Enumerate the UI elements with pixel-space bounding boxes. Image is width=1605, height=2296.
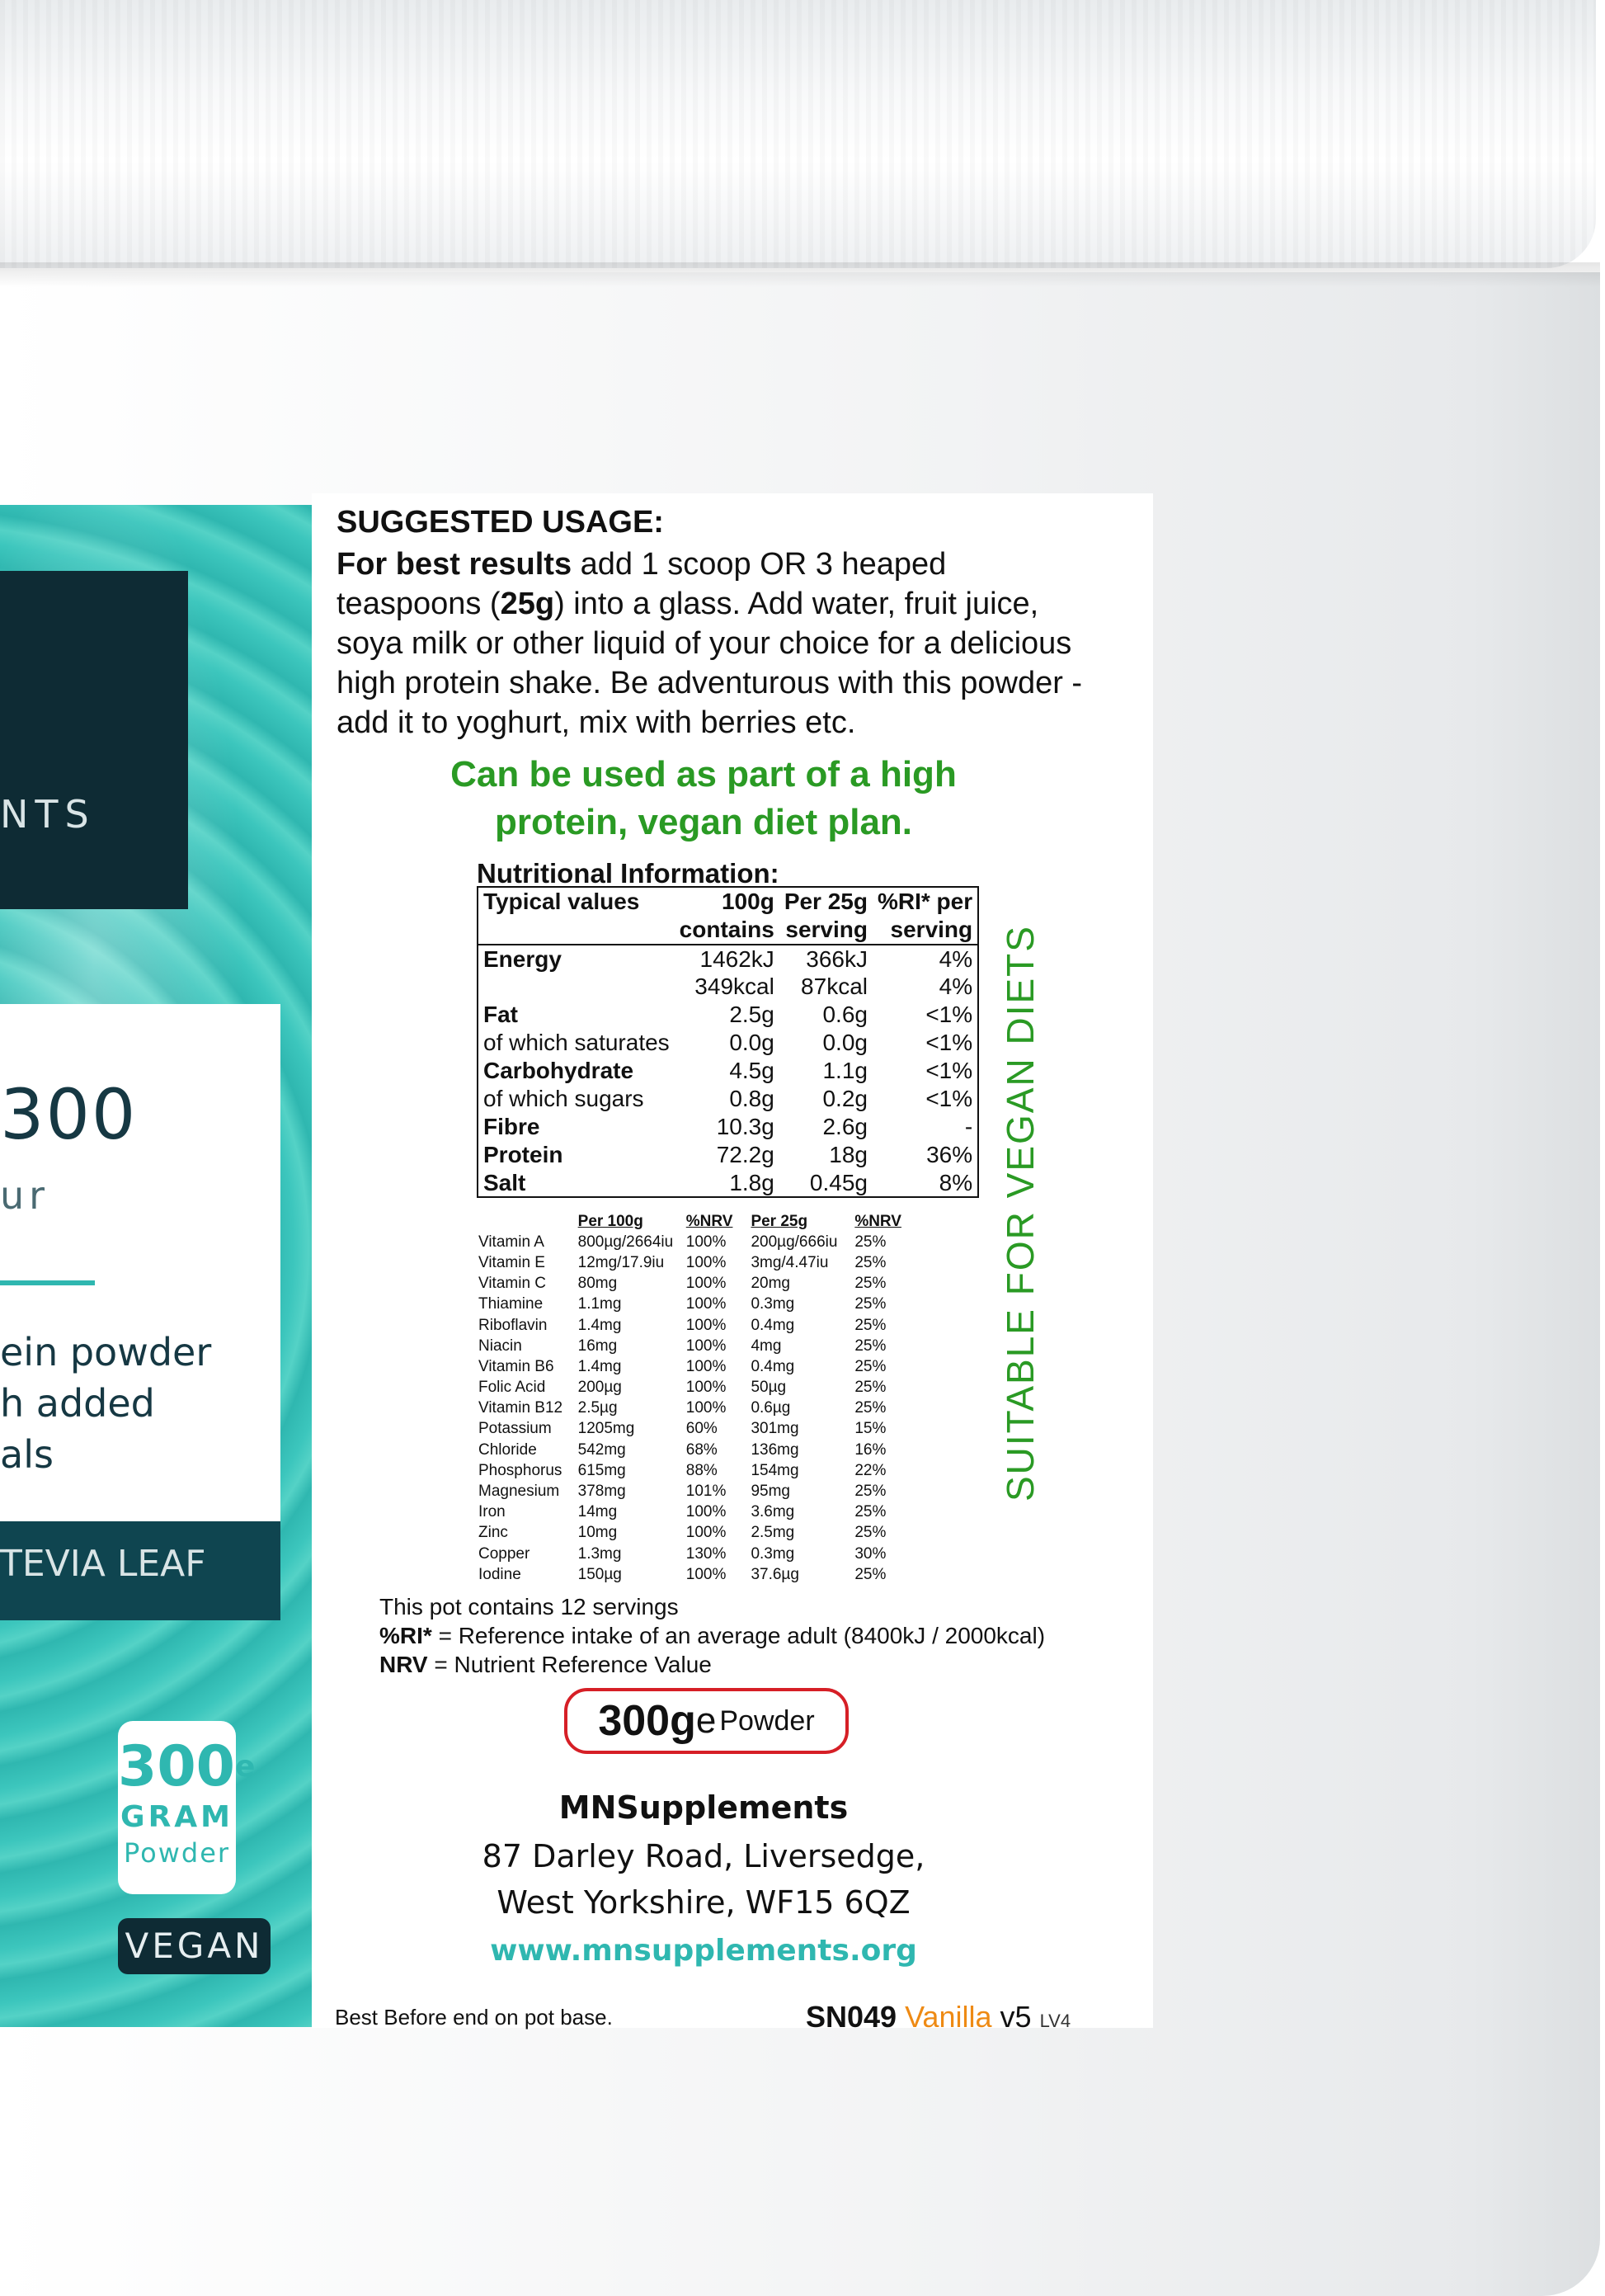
weight-badge <box>118 1721 256 1894</box>
nutrition-row <box>478 1141 978 1169</box>
nutrient-ri: 8% <box>939 1169 973 1195</box>
vitamin-per25: 0.3mg <box>751 1295 795 1313</box>
header-per100-2: contains <box>679 917 774 942</box>
company-name: MNSupplements <box>558 1789 849 1826</box>
vitamin-per25: 95mg <box>751 1483 790 1501</box>
nutrient-per25: 2.6g <box>822 1114 868 1139</box>
vitamin-per25: 0.4mg <box>751 1316 795 1334</box>
vitamin-nrv100: 100% <box>685 1524 727 1542</box>
vitamin-row <box>477 1315 906 1336</box>
header-per25-2: serving <box>785 917 868 942</box>
vegan-claim-text: SUITABLE FOR VEGAN DIETS <box>999 925 1042 1502</box>
vitamin-row <box>477 1523 906 1544</box>
company-address-2: West Yorkshire, WF15 6QZ <box>497 1884 911 1921</box>
product-number-fragment: 300 <box>0 1074 138 1155</box>
nutrition-title: Nutritional Information: <box>477 858 779 889</box>
usage-text <box>337 545 1095 743</box>
vitamin-per100: 1.4mg <box>577 1316 622 1334</box>
nutrient-per100: 2.5g <box>729 1002 774 1027</box>
ri-note <box>379 1621 1045 1650</box>
nutrient-label: of which sugars <box>483 1086 644 1111</box>
vitamin-per100: 1.4mg <box>577 1357 622 1375</box>
vitamin-header-nrv100: %NRV <box>685 1212 733 1230</box>
vitamin-per25: 50µg <box>751 1379 787 1397</box>
nutrition-row <box>478 1029 978 1057</box>
vitamin-per25: 154mg <box>751 1461 799 1479</box>
vitamin-nrv100: 100% <box>685 1399 727 1417</box>
vitamin-nrv100: 100% <box>685 1565 727 1583</box>
vitamin-per25: 0.4mg <box>751 1357 795 1375</box>
net-weight: 300g <box>598 1697 696 1745</box>
vitamin-per100: 2.5µg <box>577 1399 618 1417</box>
vitamin-row <box>477 1419 906 1440</box>
nutrient-ri: <1% <box>925 1058 973 1083</box>
vitamin-per25: 301mg <box>751 1420 799 1438</box>
nutrient-ri: - <box>964 1114 973 1139</box>
nutrient-ri: 36% <box>926 1142 973 1167</box>
vitamin-per100: 542mg <box>577 1440 626 1459</box>
servings-note: This pot contains 12 servings <box>379 1594 679 1619</box>
vitamin-nrv25: 25% <box>854 1316 887 1334</box>
brand-box <box>0 571 188 909</box>
vitamin-nrv25: 16% <box>854 1440 887 1459</box>
usage-dose: 25g <box>500 587 555 621</box>
vitamin-nrv100: 68% <box>685 1440 718 1459</box>
vitamin-header-name <box>477 1211 577 1232</box>
header-per25 <box>779 887 873 945</box>
nrv-text: = Nutrient Reference Value <box>427 1652 712 1677</box>
lid-ridges <box>0 0 1596 268</box>
nutrient-per100: 72.2g <box>716 1142 774 1167</box>
vitamin-row <box>477 1356 906 1377</box>
nutrition-table <box>477 886 979 1198</box>
vitamin-per100: 16mg <box>577 1337 618 1355</box>
vitamin-nrv100: 100% <box>685 1253 727 1271</box>
usage-text-2: ) into a glass. Add water, fruit juice, soya milk or other liquid of your choice for a delicious high protein shake. Be adventurous with this powder - add it to yoghurt, mix with berries etc. <box>337 587 1083 740</box>
product-code-line <box>806 2000 1071 2034</box>
vitamin-nrv100: 100% <box>685 1233 727 1251</box>
product-code: SN049 <box>806 2000 897 2034</box>
vitamin-per25: 4mg <box>751 1337 782 1355</box>
vitamin-per100: 1.3mg <box>577 1544 622 1563</box>
nutrient-label: Protein <box>483 1142 563 1167</box>
usage-text-1: add 1 scoop OR 3 heaped teaspoons ( <box>337 547 947 621</box>
vitamin-name: Zinc <box>478 1524 508 1542</box>
vitamin-per100: 200µg <box>577 1379 622 1397</box>
description-line-1: ein powder <box>0 1330 212 1374</box>
vitamin-per25: 37.6µg <box>751 1565 799 1583</box>
nutrient-per25: 87kcal <box>801 974 868 999</box>
nutrient-label: Carbohydrate <box>483 1058 634 1083</box>
nutrition-header-row <box>478 887 978 945</box>
vitamin-per100: 1.1mg <box>577 1295 622 1313</box>
vitamin-nrv25: 25% <box>854 1337 887 1355</box>
vitamin-nrv25: 25% <box>854 1503 887 1521</box>
vitamin-name: Riboflavin <box>478 1316 548 1334</box>
header-ri <box>873 887 978 945</box>
vitamin-nrv25: 25% <box>854 1253 887 1271</box>
front-label <box>0 505 312 2027</box>
vitamin-per25: 0.3mg <box>751 1544 795 1563</box>
nutrient-label <box>478 973 675 1001</box>
nutrient-ri: <1% <box>925 1002 973 1027</box>
diet-highlight-line-2: protein, vegan diet plan. <box>494 802 913 842</box>
header-ri-2: serving <box>890 917 973 942</box>
weight-badge-number <box>118 1734 256 1799</box>
net-quantity-box <box>564 1688 849 1754</box>
nutrition-row <box>478 1001 978 1029</box>
vitamin-per100: 150µg <box>577 1565 622 1583</box>
nutrient-ri: 4% <box>939 945 973 972</box>
vitamin-nrv25: 25% <box>854 1524 887 1542</box>
nutrient-per100: 4.5g <box>729 1058 774 1083</box>
nutrient-per25: 18g <box>829 1142 868 1167</box>
nutrient-per100: 0.8g <box>729 1086 774 1111</box>
header-per100-1: 100g <box>721 889 774 914</box>
nutrient-per25: 366kJ <box>806 945 868 972</box>
vitamin-name: Vitamin C <box>478 1275 547 1293</box>
vitamin-per100: 12mg/17.9iu <box>577 1253 665 1271</box>
nutrient-ri: <1% <box>925 1030 973 1055</box>
vitamin-per25: 136mg <box>751 1440 799 1459</box>
vegan-badge: VEGAN <box>118 1918 271 1974</box>
company-address-1: 87 Darley Road, Liversedge, <box>482 1838 925 1874</box>
flavour-fragment: ur <box>0 1173 50 1218</box>
vitamin-name: Iodine <box>478 1565 521 1583</box>
nutrient-per25: 0.2g <box>822 1086 868 1111</box>
vitamin-nrv100: 100% <box>685 1316 727 1334</box>
nutrient-per25: 0.6g <box>822 1002 868 1027</box>
vitamin-row <box>477 1274 906 1294</box>
nutrient-label: of which saturates <box>483 1030 670 1055</box>
description-line-2: h added <box>0 1381 155 1426</box>
vitamin-name: Copper <box>478 1544 530 1563</box>
vitamin-row <box>477 1378 906 1398</box>
footnotes <box>379 1592 1045 1679</box>
vitamin-per100: 378mg <box>577 1483 626 1501</box>
vitamin-per100: 615mg <box>577 1461 626 1479</box>
header-typical-1: Typical values <box>483 889 640 914</box>
vitamin-header-per25: Per 25g <box>751 1212 808 1230</box>
vitamin-nrv25: 25% <box>854 1275 887 1293</box>
vitamin-name: Phosphorus <box>478 1461 562 1479</box>
vitamin-per25: 2.5mg <box>751 1524 795 1542</box>
vitamin-header-row <box>477 1211 906 1232</box>
vitamin-nrv100: 100% <box>685 1337 727 1355</box>
vitamin-per100: 14mg <box>577 1503 618 1521</box>
estimate-mark: e <box>695 1700 717 1741</box>
vitamin-per100: 1205mg <box>577 1420 635 1438</box>
usage-title: SUGGESTED USAGE: <box>337 505 664 540</box>
vitamin-name: Thiamine <box>478 1295 544 1313</box>
vitamin-name: Vitamin B6 <box>478 1357 554 1375</box>
nutrient-per25: 1.1g <box>822 1058 868 1083</box>
vitamin-row <box>477 1232 906 1252</box>
weight-badge-unit: GRAM <box>120 1800 233 1834</box>
vitamin-header-per100: Per 100g <box>577 1212 643 1230</box>
vitamin-nrv100: 100% <box>685 1357 727 1375</box>
nutrient-per100: 0.0g <box>729 1030 774 1055</box>
description-line-3: als <box>0 1432 54 1477</box>
header-per100 <box>675 887 779 945</box>
company-website: www.mnsupplements.org <box>490 1934 917 1968</box>
vitamin-nrv100: 100% <box>685 1379 727 1397</box>
vitamin-nrv100: 130% <box>685 1544 727 1563</box>
lid-shadow <box>0 262 1600 287</box>
nutrient-per100: 349kcal <box>694 974 774 999</box>
vitamin-name: Niacin <box>478 1337 522 1355</box>
nutrition-row <box>478 1113 978 1141</box>
vitamin-per100: 10mg <box>577 1524 618 1542</box>
vitamin-table <box>477 1211 906 1585</box>
vitamin-row <box>477 1460 906 1481</box>
net-form: Powder <box>719 1705 815 1737</box>
vitamin-header-nrv25: %NRV <box>854 1212 901 1230</box>
header-typical <box>478 887 675 945</box>
vitamin-per100: 80mg <box>577 1275 618 1293</box>
vitamin-row <box>477 1481 906 1502</box>
vitamin-name: Vitamin A <box>478 1233 544 1251</box>
vitamin-per25: 200µg/666iu <box>751 1233 838 1251</box>
nrv-note <box>379 1650 1045 1679</box>
vitamin-nrv100: 60% <box>685 1420 718 1438</box>
vitamin-per100: 800µg/2664iu <box>577 1233 674 1251</box>
vitamin-row <box>477 1502 906 1523</box>
tub-lid <box>0 0 1596 268</box>
vitamin-per25: 3.6mg <box>751 1503 795 1521</box>
nutrition-row <box>478 1057 978 1085</box>
nutrient-ri: <1% <box>925 1086 973 1111</box>
vitamin-nrv25: 25% <box>854 1399 887 1417</box>
vitamin-row <box>477 1564 906 1585</box>
header-per25-1: Per 25g <box>784 889 868 914</box>
flavour-name: Vanilla <box>905 2000 992 2034</box>
header-ri-1: %RI* per <box>877 889 973 914</box>
ri-text: = Reference intake of an average adult (8400kJ / 2000kcal) <box>431 1623 1046 1648</box>
vitamin-per25: 3mg/4.47iu <box>751 1253 829 1271</box>
vitamin-nrv25: 22% <box>854 1461 887 1479</box>
vitamin-nrv25: 25% <box>854 1295 887 1313</box>
vitamin-name: Chloride <box>478 1440 537 1459</box>
nutrient-label: Fibre <box>483 1114 540 1139</box>
company-block <box>337 1782 1071 1977</box>
best-before-note: Best Before end on pot base. <box>335 2005 613 2030</box>
vitamin-nrv25: 25% <box>854 1357 887 1375</box>
vitamin-name: Potassium <box>478 1420 552 1438</box>
label-lv-code: LV4 <box>1039 2011 1071 2031</box>
vitamin-name: Vitamin E <box>478 1253 545 1271</box>
nutrient-label: Energy <box>483 945 562 972</box>
weight-badge-form: Powder <box>123 1837 231 1869</box>
diet-highlight-line-1: Can be used as part of a high <box>450 754 957 794</box>
vitamin-nrv25: 25% <box>854 1483 887 1501</box>
vitamin-row <box>477 1544 906 1564</box>
nutrient-per100: 1.8g <box>729 1169 774 1195</box>
diet-highlight <box>337 751 1071 846</box>
vitamin-row <box>477 1252 906 1273</box>
nutrition-row <box>478 1085 978 1113</box>
vitamin-rows <box>477 1232 906 1585</box>
nutrient-label: Salt <box>483 1169 526 1195</box>
estimate-mark: e <box>234 1750 256 1784</box>
vitamin-nrv25: 25% <box>854 1233 887 1251</box>
vitamin-row <box>477 1440 906 1460</box>
vitamin-per25: 0.6µg <box>751 1399 791 1417</box>
vitamin-nrv25: 25% <box>854 1379 887 1397</box>
nutrient-per25: 0.0g <box>822 1030 868 1055</box>
weight-badge-value: 300 <box>118 1734 235 1799</box>
usage-lead: For best results <box>337 547 572 582</box>
vitamin-row <box>477 1398 906 1419</box>
vitamin-row <box>477 1294 906 1315</box>
nutrient-per25: 0.45g <box>809 1169 868 1195</box>
vitamin-name: Iron <box>478 1503 506 1521</box>
vitamin-nrv25: 15% <box>854 1420 887 1438</box>
vitamin-nrv25: 25% <box>854 1565 887 1583</box>
nutrition-row <box>478 973 978 1001</box>
vitamin-per25: 20mg <box>751 1275 790 1293</box>
ingredient-band-text: TEVIA LEAF <box>0 1543 206 1585</box>
nutrient-label: Fat <box>483 1002 518 1027</box>
ri-key: %RI* <box>379 1623 432 1648</box>
vitamin-nrv25: 30% <box>854 1544 887 1563</box>
vitamin-nrv100: 100% <box>685 1295 727 1313</box>
vitamin-name: Magnesium <box>478 1483 560 1501</box>
brand-text-fragment: NTS <box>0 792 96 837</box>
label-version: v5 <box>1000 2000 1032 2034</box>
nutrient-ri: 4% <box>939 974 973 999</box>
vitamin-name: Vitamin B12 <box>478 1399 563 1417</box>
teal-divider <box>0 1280 95 1285</box>
nutrition-row <box>478 1169 978 1197</box>
nutrient-per100: 1462kJ <box>699 945 774 972</box>
nrv-key: NRV <box>379 1652 428 1677</box>
vitamin-nrv100: 100% <box>685 1275 727 1293</box>
vitamin-nrv100: 101% <box>685 1483 727 1501</box>
vitamin-nrv100: 100% <box>685 1503 727 1521</box>
vitamin-row <box>477 1336 906 1356</box>
vitamin-name: Folic Acid <box>478 1379 546 1397</box>
vitamin-nrv100: 88% <box>685 1461 718 1479</box>
nutrient-per100: 10.3g <box>716 1114 774 1139</box>
nutrition-row <box>478 945 978 973</box>
